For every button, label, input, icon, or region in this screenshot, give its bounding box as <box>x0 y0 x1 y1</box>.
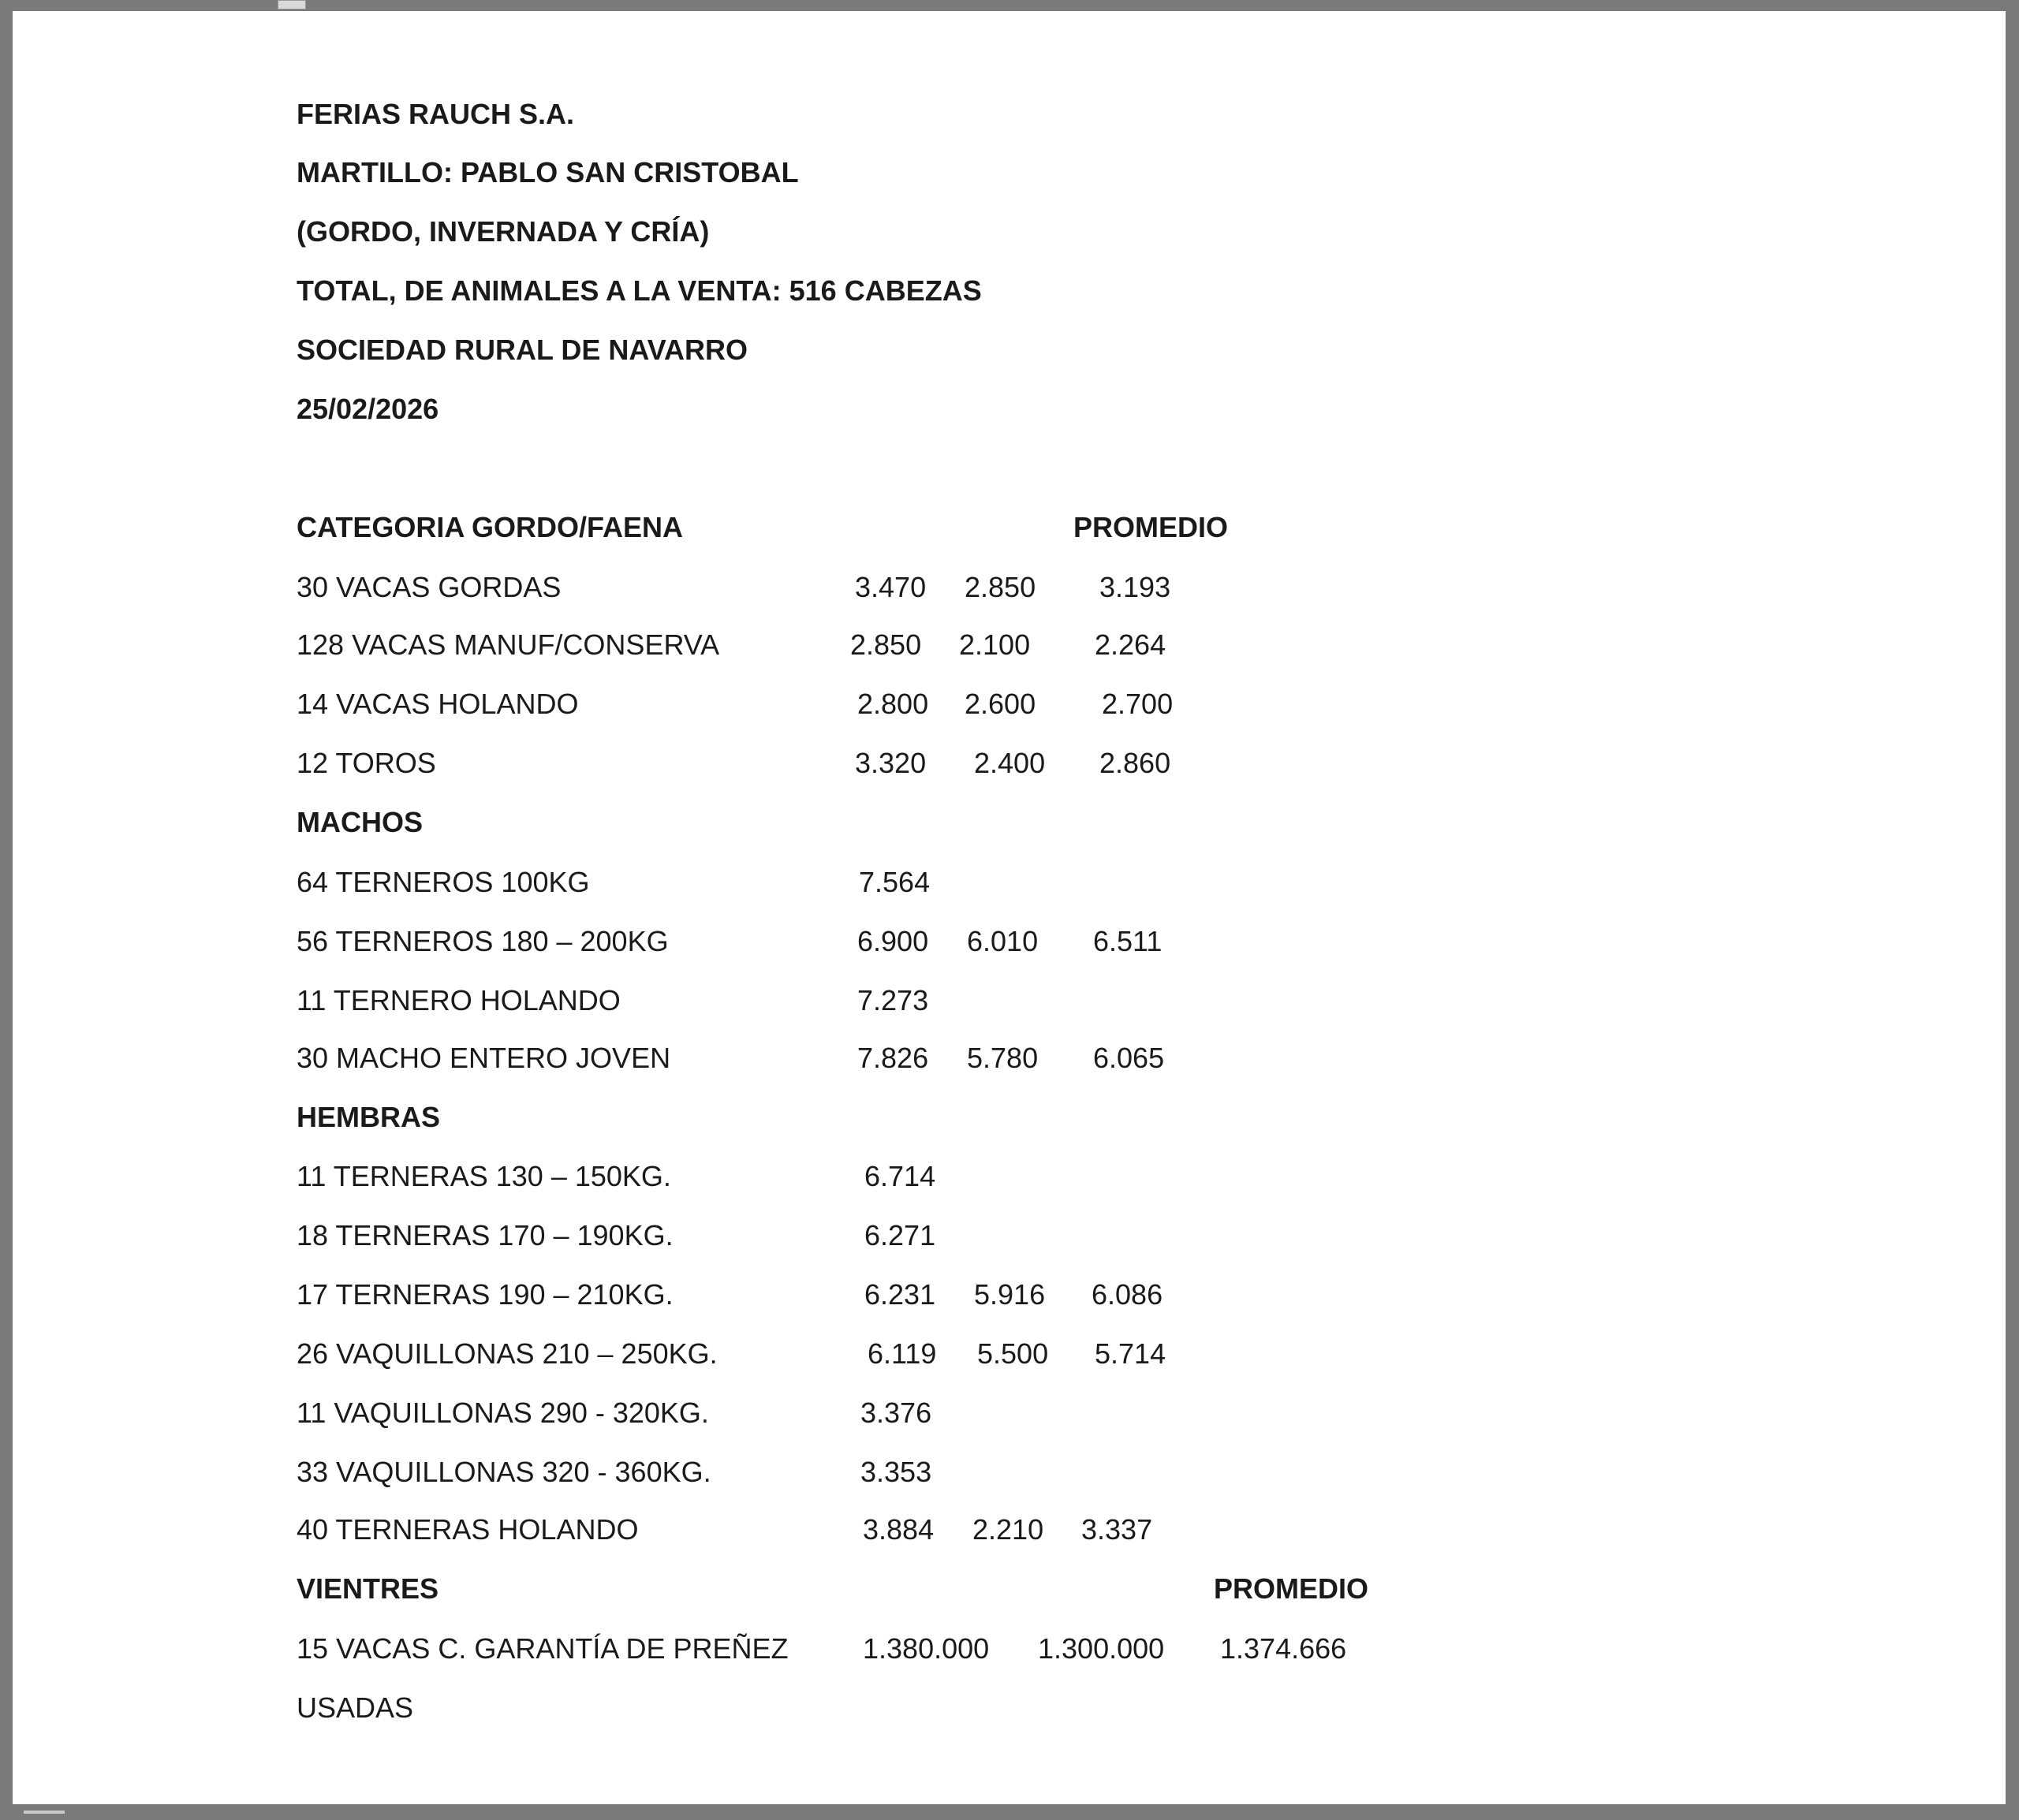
price-avg: 2.700 <box>1102 688 1174 720</box>
price-row-label: 15 VACAS C. GARANTÍA DE PREÑEZ <box>297 1632 789 1665</box>
price-row-label: 18 TERNERAS 170 – 190KG. <box>297 1219 674 1251</box>
price-max: 6.714 <box>864 1160 936 1192</box>
price-avg: 2.860 <box>1099 747 1171 779</box>
price-max: 3.376 <box>860 1397 932 1429</box>
price-max: 7.564 <box>859 866 931 898</box>
price-min: 2.600 <box>965 688 1036 720</box>
price-avg: 5.714 <box>1095 1337 1166 1370</box>
price-row-label: 64 TERNEROS 100KG <box>297 866 590 898</box>
company-name: FERIAS RAUCH S.A. <box>297 98 575 130</box>
price-row-label: 12 TOROS <box>297 747 436 779</box>
price-min: 5.500 <box>977 1337 1049 1370</box>
price-max: 6.119 <box>868 1337 937 1370</box>
window-resize-handle[interactable] <box>278 0 306 9</box>
promedio-header-gordo: PROMEDIO <box>1073 511 1229 543</box>
price-min: 5.916 <box>974 1278 1046 1311</box>
price-max: 7.273 <box>857 984 929 1016</box>
price-min: 5.780 <box>967 1042 1039 1074</box>
price-max: 7.826 <box>857 1042 929 1074</box>
price-row-label: 128 VACAS MANUF/CONSERVA <box>297 628 720 661</box>
price-min: 2.100 <box>959 628 1031 661</box>
section-title-vientres: VIENTRES <box>297 1572 439 1605</box>
price-row-label: 17 TERNERAS 190 – 210KG. <box>297 1278 674 1311</box>
price-avg: 3.193 <box>1099 571 1171 603</box>
price-row-label: 56 TERNEROS 180 – 200KG <box>297 925 669 957</box>
price-avg: 6.065 <box>1093 1042 1165 1074</box>
section-title-hembras: HEMBRAS <box>297 1101 441 1133</box>
price-max: 2.850 <box>850 628 922 661</box>
price-max: 1.380.000 <box>863 1632 990 1665</box>
price-row-label: 30 MACHO ENTERO JOVEN <box>297 1042 671 1074</box>
auctioneer-line: MARTILLO: PABLO SAN CRISTOBAL <box>297 156 799 188</box>
price-max: 3.884 <box>863 1513 935 1546</box>
price-min: 6.010 <box>967 925 1039 957</box>
price-row-label: 30 VACAS GORDAS <box>297 571 562 603</box>
price-avg: 6.086 <box>1092 1278 1163 1311</box>
price-row-label: 26 VAQUILLONAS 210 – 250KG. <box>297 1337 718 1370</box>
price-row-label: 11 TERNERO HOLANDO <box>297 984 621 1016</box>
price-avg: 3.337 <box>1081 1513 1153 1546</box>
section-title-machos: MACHOS <box>297 806 423 838</box>
price-max: 6.231 <box>864 1278 936 1311</box>
sale-type-line: (GORDO, INVERNADA Y CRÍA) <box>297 215 710 248</box>
price-min: 1.300.000 <box>1038 1632 1165 1665</box>
price-max: 3.353 <box>860 1456 932 1488</box>
price-min: 2.850 <box>965 571 1036 603</box>
price-row-label: 11 VAQUILLONAS 290 - 320KG. <box>297 1397 709 1429</box>
sale-date: 25/02/2026 <box>297 393 439 425</box>
price-min: 2.400 <box>974 747 1046 779</box>
row-continuation-usadas: USADAS <box>297 1691 414 1724</box>
price-max: 2.800 <box>857 688 929 720</box>
bottom-marker <box>24 1811 65 1820</box>
price-max: 6.271 <box>864 1219 936 1251</box>
price-min: 2.210 <box>972 1513 1044 1546</box>
price-avg: 6.511 <box>1093 925 1163 957</box>
price-row-label: 33 VAQUILLONAS 320 - 360KG. <box>297 1456 711 1488</box>
price-avg: 2.264 <box>1095 628 1166 661</box>
document-page <box>13 11 2006 1804</box>
section-title-gordo: CATEGORIA GORDO/FAENA <box>297 511 684 543</box>
promedio-header-vientres: PROMEDIO <box>1214 1572 1369 1605</box>
total-animals-line: TOTAL, DE ANIMALES A LA VENTA: 516 CABEZAS <box>297 274 982 307</box>
price-avg: 1.374.666 <box>1220 1632 1347 1665</box>
venue-line: SOCIEDAD RURAL DE NAVARRO <box>297 334 748 366</box>
price-max: 3.320 <box>855 747 927 779</box>
price-max: 3.470 <box>855 571 927 603</box>
price-max: 6.900 <box>857 925 929 957</box>
price-row-label: 14 VACAS HOLANDO <box>297 688 579 720</box>
price-row-label: 11 TERNERAS 130 – 150KG. <box>297 1160 671 1192</box>
price-row-label: 40 TERNERAS HOLANDO <box>297 1513 639 1546</box>
